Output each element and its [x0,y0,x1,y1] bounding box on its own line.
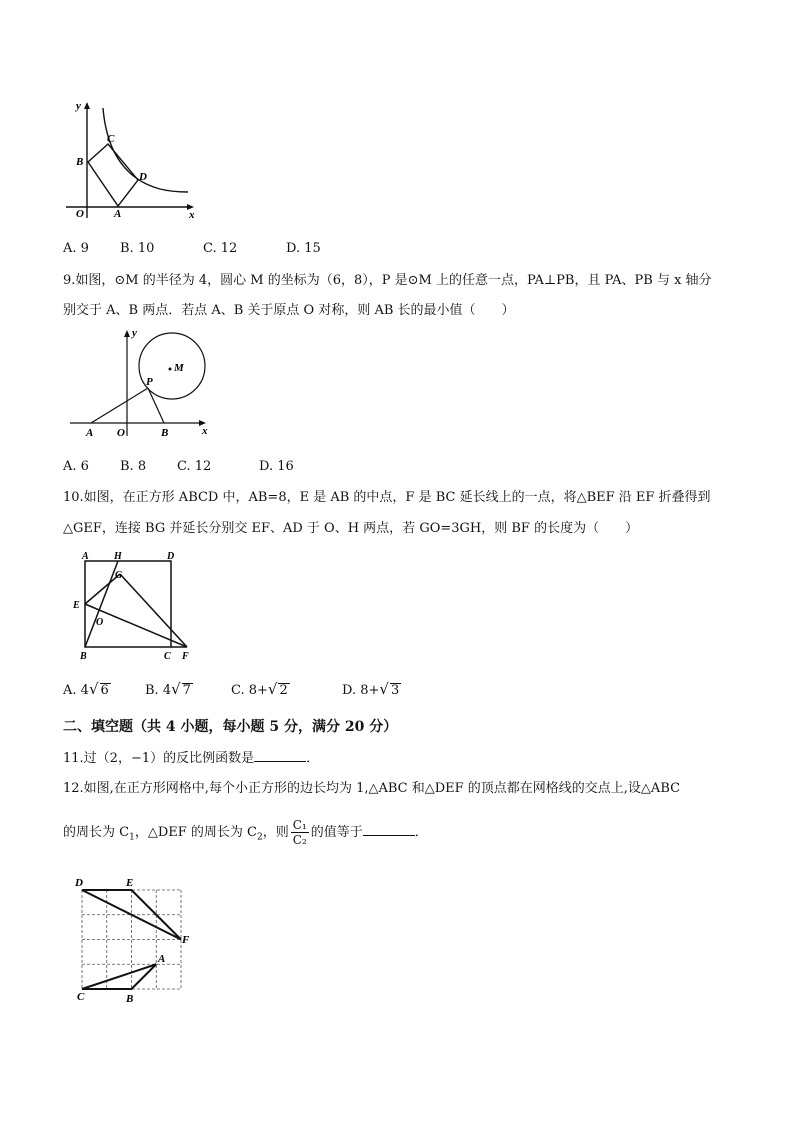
q12-sub2: 2 [256,832,263,843]
label-d: D [167,551,175,562]
q8-option-c: C. 12 [203,241,238,256]
label-m: M [174,362,184,374]
q10-option-d-radicand: 3 [390,683,400,698]
q10-option-a-radicand: 6 [100,683,109,698]
q10-text-line1: 10.如图，在正方形 ABCD 中，AB=8，E 是 AB 的中点，F 是 BC 延长线上的一点，将△BEF 沿 EF 折叠得到 [63,490,711,505]
q12-part3: ，则 [262,825,289,840]
label-d: D [139,171,147,183]
q11-question: 11.过（2，−1）的反比例函数是 [63,751,255,766]
label-e: E [126,877,134,889]
q12-part2: ，△DEF 的周长为 C [134,825,257,840]
label-b: B [161,427,169,439]
q11-end: ． [306,751,320,766]
q10-option-d [342,680,401,700]
label-a: A [82,551,89,562]
q9-option-c: C. 12 [177,459,212,474]
q10-option-a [63,680,111,700]
q8-option-b: B. 10 [120,241,155,256]
fraction-c1-c2 [291,818,309,847]
sqrt-icon: √ [171,680,181,698]
label-b: B [76,156,84,168]
label-x: x [189,209,195,221]
label-a: A [158,953,166,965]
y-axis-arrow [84,102,90,109]
q10-option-a-prefix: A. 4 [63,683,89,698]
label-b: B [80,651,87,662]
label-e: E [73,600,80,611]
q9-option-a: A. 6 [63,459,89,474]
q12-text-line1: 12.如图,在正方形网格中,每个小正方形的边长均为 1,△ABC 和△DEF 的顶点都在网格线的交点上,设△ABC [63,781,681,796]
q9-text-line1: 9.如图，⊙M 的半径为 4，圆心 M 的坐标为（6，8），P 是⊙M 上的任意一点，PA⊥PB，且 PA、PB 与 x 轴分 [63,273,712,288]
q8-figure [60,96,210,226]
label-y: y [132,327,137,339]
answer-blank[interactable] [363,823,415,836]
q10-option-d-prefix: D. 8+ [342,683,380,698]
label-b: B [126,993,134,1004]
triangle-abc [82,964,156,989]
q12-part4: 的值等于 [310,825,363,840]
label-c: C [77,991,85,1003]
y-axis-arrow [124,330,130,337]
fraction-numerator: C₁ [292,818,307,832]
label-o: O [117,427,125,439]
q10-option-b [145,680,193,700]
q9-text-line2: 别交于 A、B 两点．若点 A、B 关于原点 O 对称，则 AB 长的最小值（ ） [63,303,515,318]
q10-option-c-prefix: C. 8+ [231,683,268,698]
q10-figure [68,548,196,668]
answer-blank[interactable] [254,749,306,762]
q12-figure [72,872,202,1004]
q10-option-b-prefix: B. 4 [145,683,172,698]
q10-option-c-radicand: 2 [279,683,288,698]
label-f: F [182,651,189,662]
segment-gf [120,574,187,647]
label-y: y [76,100,81,112]
q8-option-d: D. 15 [286,241,321,256]
label-f: F [182,934,190,946]
q12-part1: 的周长为 C [63,825,130,840]
label-a: A [114,208,122,220]
label-p: P [146,376,153,388]
q9-option-d: D. 16 [259,459,294,474]
q12-sub1: 1 [129,832,135,843]
q9-figure [66,322,216,444]
label-d: D [75,877,83,889]
label-c: C [107,133,115,145]
q9-option-b: B. 8 [120,459,147,474]
label-g: G [115,570,123,581]
segment-pb [148,388,164,423]
q12-end: ． [414,825,428,840]
segment-pa [91,388,148,423]
q10-option-c [231,680,290,700]
label-o: O [76,208,84,220]
square-abcd [88,144,138,206]
q11-text [63,749,319,768]
q10-option-b-radicand: 7 [182,683,191,698]
q10-text-line2: △GEF，连接 BG 并延长分别交 EF、AD 于 O、H 两点，若 GO=3GH，则 BF 的长度为（ ） [63,521,639,536]
segment-bh [85,561,118,647]
q12-text-line2 [63,818,428,850]
label-c: C [164,651,171,662]
point-m [169,368,172,371]
sqrt-icon: √ [267,680,278,698]
sqrt-icon: √ [379,680,389,698]
label-a: A [86,427,94,439]
q8-option-a: A. 9 [63,241,89,256]
label-o: O [96,617,104,628]
sqrt-icon: √ [88,680,99,698]
section-title-fill-in: 二、填空题（共 4 小题，每小题 5 分，满分 20 分） [63,719,398,735]
label-h: H [114,551,122,562]
label-x: x [202,425,208,437]
fraction-denominator: C₂ [292,833,307,847]
